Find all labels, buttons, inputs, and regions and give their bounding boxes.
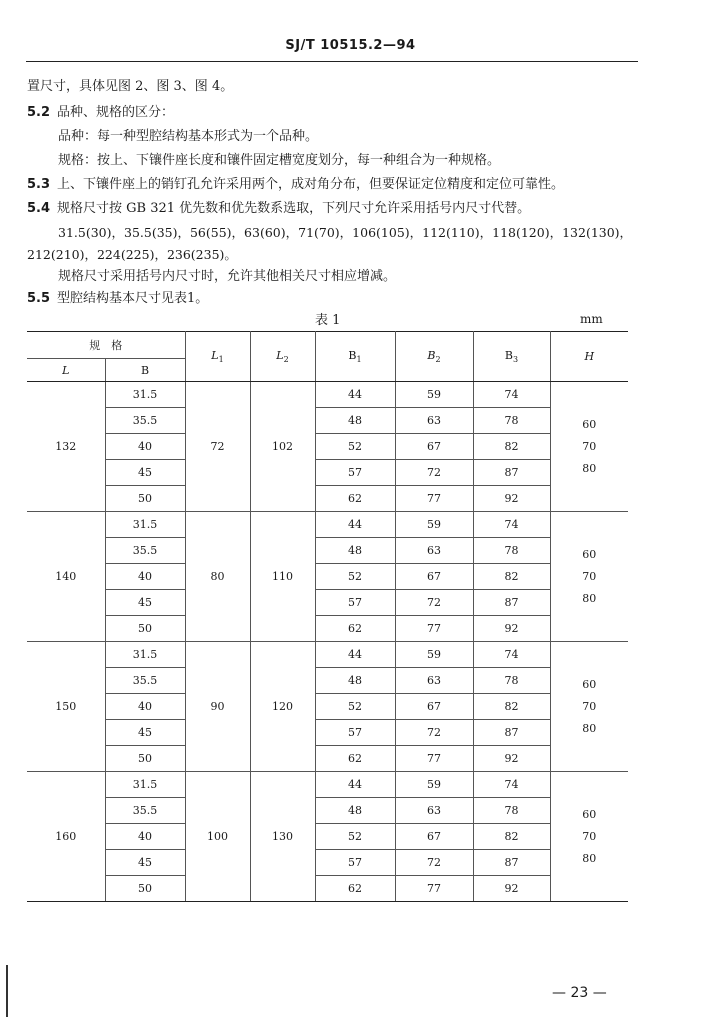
cell-l2: 110 (250, 512, 315, 642)
cell-b3: 74 (473, 772, 550, 798)
header-b2: $B_2$ (395, 332, 473, 382)
cell-b2: 59 (395, 512, 473, 538)
table-row (27, 824, 628, 850)
table-row (27, 720, 628, 746)
paragraph-variety: 品种：每一种型腔结构基本形式为一个品种。 (58, 129, 319, 144)
header-b3: $B_3$ (473, 332, 550, 382)
cell-b1: 44 (315, 382, 395, 408)
cell-b3: 82 (473, 564, 550, 590)
cell-b1: 57 (315, 460, 395, 486)
paragraph-specification: 规格：按上、下镶件座长度和镶件固定槽宽度划分，每一种组合为一种规格。 (58, 153, 501, 168)
cell-h (550, 382, 628, 512)
cell-b3: 82 (473, 694, 550, 720)
cell-b3: 87 (473, 590, 550, 616)
cell-b1: 44 (315, 642, 395, 668)
header-rule (26, 61, 638, 62)
cell-b: 45 (105, 460, 185, 486)
cell-b: 35.5 (105, 538, 185, 564)
cell-h (550, 772, 628, 902)
cell-b1: 57 (315, 590, 395, 616)
h-value: 80 (582, 851, 597, 865)
cell-l2: 102 (250, 382, 315, 512)
dimension-table (27, 331, 628, 902)
cell-b1: 57 (315, 850, 395, 876)
section-5-3 (27, 176, 564, 194)
cell-b2: 77 (395, 616, 473, 642)
table-row (27, 642, 628, 668)
cell-l: 160 (27, 772, 105, 902)
cell-b1: 62 (315, 616, 395, 642)
cell-b3: 74 (473, 512, 550, 538)
cell-b1: 52 (315, 564, 395, 590)
cell-b1: 57 (315, 720, 395, 746)
cell-b2: 59 (395, 382, 473, 408)
cell-b3: 74 (473, 642, 550, 668)
cell-b: 35.5 (105, 668, 185, 694)
h-value: 70 (582, 569, 597, 583)
paragraph-continued: 置尺寸，具体见图 2、图 3、图 4。 (27, 79, 234, 94)
cell-l2: 130 (250, 772, 315, 902)
h-value: 70 (582, 829, 597, 843)
cell-b3: 92 (473, 876, 550, 902)
cell-b1: 44 (315, 772, 395, 798)
cell-b: 35.5 (105, 798, 185, 824)
cell-b2: 77 (395, 486, 473, 512)
cell-l1: 100 (185, 772, 250, 902)
table-row (27, 408, 628, 434)
table-row (27, 590, 628, 616)
h-value: 60 (582, 547, 597, 561)
cell-b: 45 (105, 850, 185, 876)
table-caption: 表 1 (315, 313, 341, 328)
cell-l1: 80 (185, 512, 250, 642)
cell-b: 45 (105, 590, 185, 616)
cell-b2: 63 (395, 538, 473, 564)
cell-b: 50 (105, 876, 185, 902)
table-body (27, 382, 628, 902)
cell-b2: 67 (395, 564, 473, 590)
cell-b2: 72 (395, 460, 473, 486)
cell-b1: 62 (315, 876, 395, 902)
cell-b3: 92 (473, 486, 550, 512)
page-number: — 23 — (552, 985, 607, 1001)
cell-b2: 59 (395, 772, 473, 798)
cell-b: 31.5 (105, 642, 185, 668)
h-value: 60 (582, 417, 597, 431)
table-row (27, 798, 628, 824)
header-l2: $L_2$ (250, 332, 315, 382)
document-header: SJ/T 10515.2—94 (285, 38, 416, 53)
cell-b1: 48 (315, 408, 395, 434)
cell-l: 140 (27, 512, 105, 642)
cell-b3: 78 (473, 668, 550, 694)
cell-l: 132 (27, 382, 105, 512)
cell-b3: 92 (473, 746, 550, 772)
header-l1: $L_1$ (185, 332, 250, 382)
table-row (27, 694, 628, 720)
cell-b2: 63 (395, 408, 473, 434)
cell-b3: 87 (473, 720, 550, 746)
cell-b3: 82 (473, 824, 550, 850)
cell-b: 40 (105, 434, 185, 460)
cell-b1: 62 (315, 746, 395, 772)
table-row (27, 850, 628, 876)
cell-b1: 48 (315, 798, 395, 824)
header-spec: 规 格 (27, 332, 185, 359)
table-row (27, 772, 628, 798)
cell-b3: 78 (473, 798, 550, 824)
section-text: 型腔结构基本尺寸见表1。 (57, 291, 209, 306)
section-5-4 (27, 200, 530, 218)
section-number: 5.3 (27, 177, 51, 192)
table-row (27, 876, 628, 902)
cell-h (550, 512, 628, 642)
table-row (27, 486, 628, 512)
cell-b1: 48 (315, 538, 395, 564)
cell-b3: 82 (473, 434, 550, 460)
h-value: 70 (582, 699, 597, 713)
cell-b3: 74 (473, 382, 550, 408)
h-value: 80 (582, 591, 597, 605)
cell-b2: 67 (395, 824, 473, 850)
section-title: 品种、规格的区分： (57, 105, 175, 120)
cell-b: 40 (105, 564, 185, 590)
cell-b3: 78 (473, 408, 550, 434)
cell-b2: 63 (395, 798, 473, 824)
header-b1: $B_1$ (315, 332, 395, 382)
table-row (27, 434, 628, 460)
size-list-line-1: 31.5(30)，35.5(35)，56(55)，63(60)，71(70)，106(105)，112(110)，118(120)，132(130)， (58, 225, 633, 240)
table-row (27, 538, 628, 564)
h-value: 80 (582, 721, 597, 735)
cell-b3: 78 (473, 538, 550, 564)
cell-b2: 63 (395, 668, 473, 694)
section-text: 规格尺寸按 GB 321 优先数和优先数系选取，下列尺寸允许采用括号内尺寸代替。 (57, 201, 531, 216)
cell-b2: 67 (395, 694, 473, 720)
cell-b3: 92 (473, 616, 550, 642)
cell-b1: 62 (315, 486, 395, 512)
cell-b2: 59 (395, 642, 473, 668)
section-5-2 (27, 104, 174, 122)
cell-b: 31.5 (105, 512, 185, 538)
cell-b1: 44 (315, 512, 395, 538)
cell-b2: 72 (395, 590, 473, 616)
table-row (27, 512, 628, 538)
cell-b1: 52 (315, 434, 395, 460)
section-5-5 (27, 290, 208, 308)
table-row (27, 746, 628, 772)
cell-b2: 72 (395, 720, 473, 746)
h-value: 60 (582, 807, 597, 821)
cell-b: 31.5 (105, 382, 185, 408)
cell-b: 31.5 (105, 772, 185, 798)
h-value: 60 (582, 677, 597, 691)
table-unit: mm (580, 312, 603, 326)
table-row (27, 382, 628, 408)
header-b: B (105, 359, 185, 382)
cell-b2: 72 (395, 850, 473, 876)
cell-l: 150 (27, 642, 105, 772)
size-list-line-2: 212(210)，224(225)，236(235)。 (27, 247, 237, 262)
cell-b: 35.5 (105, 408, 185, 434)
cell-h (550, 642, 628, 772)
cell-b: 40 (105, 824, 185, 850)
table-row (27, 616, 628, 642)
cell-b2: 77 (395, 746, 473, 772)
table-row (27, 564, 628, 590)
section-number: 5.4 (27, 201, 51, 216)
h-value: 80 (582, 461, 597, 475)
binding-mark (6, 965, 8, 1017)
cell-b2: 67 (395, 434, 473, 460)
header-h: H (550, 332, 628, 382)
h-value: 70 (582, 439, 597, 453)
section-number: 5.5 (27, 291, 51, 306)
paragraph-bracket-note: 规格尺寸采用括号内尺寸时，允许其他相关尺寸相应增减。 (58, 269, 397, 284)
cell-b: 45 (105, 720, 185, 746)
cell-b: 50 (105, 616, 185, 642)
cell-b1: 52 (315, 824, 395, 850)
cell-b: 50 (105, 746, 185, 772)
cell-l1: 72 (185, 382, 250, 512)
section-number: 5.2 (27, 105, 51, 120)
table-row (27, 460, 628, 486)
cell-b1: 52 (315, 694, 395, 720)
cell-b2: 77 (395, 876, 473, 902)
table-row (27, 668, 628, 694)
cell-b: 40 (105, 694, 185, 720)
cell-l2: 120 (250, 642, 315, 772)
section-text: 上、下镶件座上的销钉孔允许采用两个，成对角分布，但要保证定位精度和定位可靠性。 (57, 177, 565, 192)
cell-l1: 90 (185, 642, 250, 772)
cell-b3: 87 (473, 850, 550, 876)
cell-b3: 87 (473, 460, 550, 486)
header-l: L (27, 359, 105, 382)
cell-b1: 48 (315, 668, 395, 694)
cell-b: 50 (105, 486, 185, 512)
